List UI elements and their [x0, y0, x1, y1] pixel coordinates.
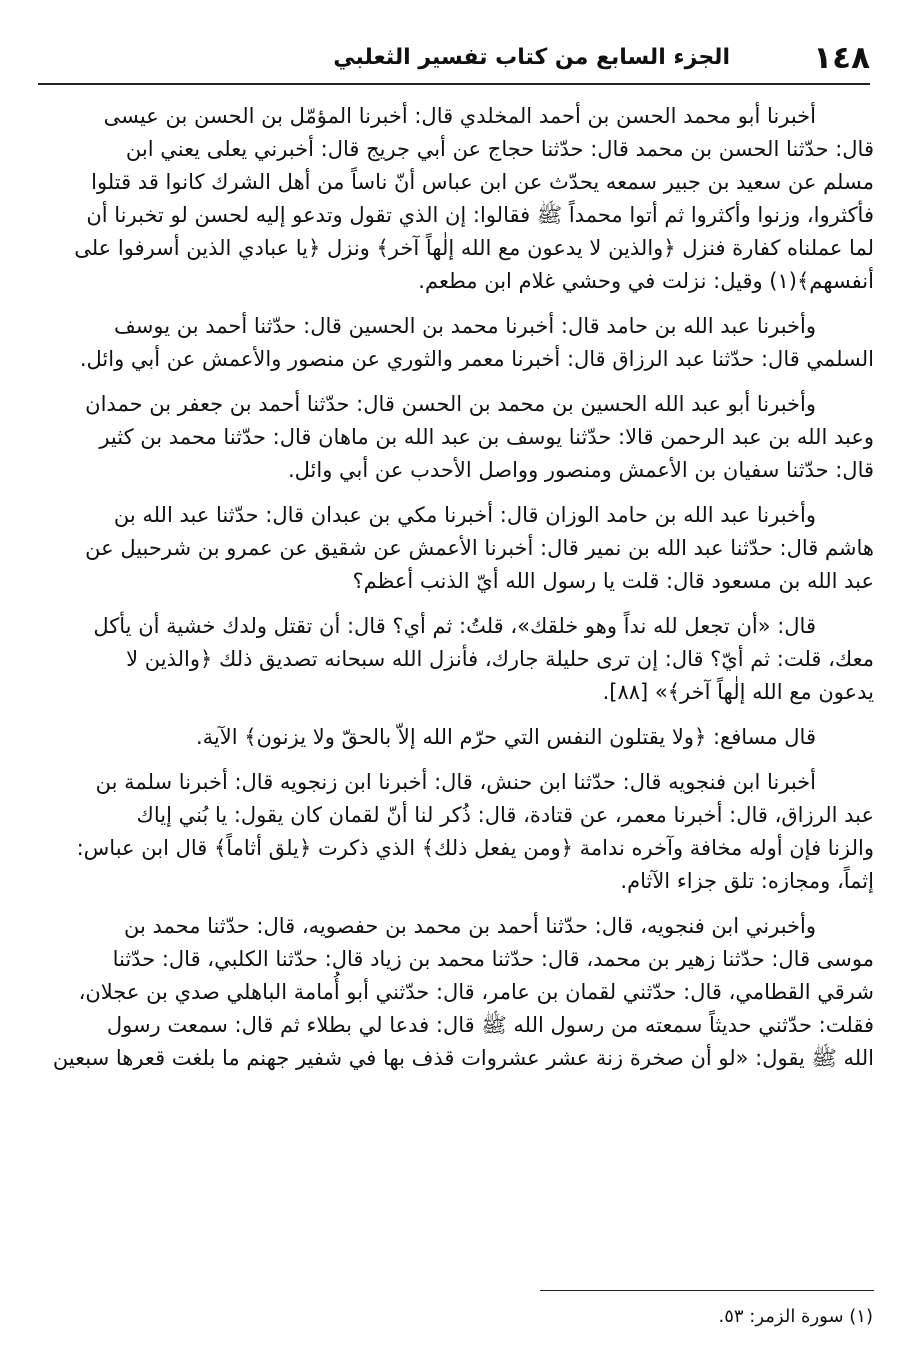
paragraph-line: مسلم عن سعيد بن جبير سمعه يحدّث عن ابن عباس أنّ ناساً من أهل الشرك كانوا قد قتلوا: [91, 170, 874, 194]
paragraph-line: قال: «أن تجعل لله نداً وهو خلقك»، قلتُ: ثم أي؟ قال: أن تقتل ولدك خشية أن يأكل: [93, 614, 816, 638]
paragraph-line: وأخبرنا عبد الله بن حامد قال: أخبرنا محمد بن الحسين قال: حدّثنا أحمد بن يوسف: [114, 314, 816, 338]
paragraph-line: لما عملناه كفارة فنزل ﴿والذين لا يدعون مع الله إلٰهاً آخر﴾ ونزل ﴿يا عبادي الذين أسرفوا على: [74, 236, 874, 260]
paragraph-line: فقلت: حدّثني حديثاً سمعته من رسول الله ﷺ قال: فدعا لي بطلاء ثم قال: سمعت رسول: [106, 1013, 874, 1037]
paragraph-line: وأخبرني ابن فنجويه، قال: حدّثنا أحمد بن محمد بن حفصويه، قال: حدّثنا محمد بن: [124, 914, 816, 938]
paragraph-line-last: أنفسهم﴾(١) وقيل: نزلت في وحشي غلام ابن مطعم.: [418, 269, 874, 293]
header-rule: [38, 83, 870, 85]
paragraph-gap: [34, 487, 874, 499]
paragraph-line: والزنا فإن أوله مخافة وآخره ندامة ﴿ومن يفعل ذلك﴾ الذي ذكرت ﴿يلق أثاماً﴾ قال ابن عباس:: [76, 836, 874, 860]
page-number: ١٤٨: [813, 40, 870, 76]
paragraph-gap: [34, 754, 874, 766]
paragraph-line-last: السلمي قال: حدّثنا عبد الرزاق قال: أخبرنا معمر والثوري عن منصور والأعمش عن أبي وائل.: [79, 347, 874, 371]
paragraph-gap: [34, 898, 874, 910]
paragraph-line: الله ﷺ يقول: «لو أن صخرة زنة عشر عشروات قذف بها في شفير جهنم ما بلغت قعرها سبعين: [52, 1046, 874, 1070]
paragraph-gap: [34, 376, 874, 388]
footnote: (١) سورة الزمر: ٥٣.: [718, 1306, 873, 1327]
paragraph-line: موسى قال: حدّثنا زهير بن محمد، قال: حدّثنا محمد بن زياد قال: حدّثنا الكلبي، قال: حدّثنا: [112, 947, 874, 971]
paragraph-gap: [34, 598, 874, 610]
body-text: [34, 100, 874, 1075]
paragraph-line: قال: حدّثنا الحسن بن محمد قال: حدّثنا حجاج عن أبي جريج قال: أخبرني يعلى يعني ابن: [125, 137, 874, 161]
paragraph-line: معك، قلت: ثم أيّ؟ قال: إن ترى حليلة جارك، فأنزل الله سبحانه تصديق ذلك ﴿والذين لا: [126, 647, 874, 671]
paragraph-line-last: يدعون مع الله إلٰهاً آخر﴾» [٨٨].: [602, 680, 874, 704]
running-header: [38, 36, 870, 80]
paragraph-line: أخبرنا ابن فنجويه قال: حدّثنا ابن حنش، قال: أخبرنا ابن زنجويه قال: أخبرنا سلمة بن: [95, 770, 816, 794]
paragraph-line: أخبرنا أبو محمد الحسن بن أحمد المخلدي قال: أخبرنا المؤمّل بن الحسن بن عيسى: [103, 104, 816, 128]
paragraph-gap: [34, 298, 874, 310]
running-title: الجزء السابع من كتاب تفسير الثعلبي: [333, 45, 730, 70]
paragraph-line-last: عبد الله بن مسعود قال: قلت يا رسول الله أيّ الذنب أعظم؟: [352, 569, 874, 593]
paragraph-line: عبد الرزاق، قال: أخبرنا معمر، عن قتادة، قال: ذُكر لنا أنّ لقمان كان يقول: يا بُني إياك: [136, 803, 874, 827]
paragraph-line: وأخبرنا أبو عبد الله الحسين بن محمد بن الحسن قال: حدّثنا أحمد بن جعفر بن حمدان: [85, 392, 816, 416]
paragraph-line-last: قال: حدّثنا سفيان بن الأعمش ومنصور وواصل الأحدب عن أبي وائل.: [287, 458, 874, 482]
paragraph-line-last: إثماً، ومجازه: تلق جزاء الآثام.: [620, 869, 874, 893]
paragraph-line: وعبد الله بن عبد الرحمن قالا: حدّثنا يوسف بن عبد الله بن ماهان قال: حدّثنا محمد بن كثير: [99, 425, 874, 449]
paragraph-line: وأخبرنا عبد الله بن حامد الوزان قال: أخبرنا مكي بن عبدان قال: حدّثنا عبد الله بن: [113, 503, 816, 527]
paragraph-line: شرقي القطامي، قال: حدّثني لقمان بن عامر، قال: حدّثني أبو أُمامة الباهلي صدي بن عجلان،: [78, 980, 874, 1004]
paragraph-line-last: قال مسافع: ﴿ولا يقتلون النفس التي حرّم الله إلاّ بالحقّ ولا يزنون﴾ الآية.: [195, 725, 816, 749]
paragraph-line: هاشم قال: حدّثنا عبد الله بن نمير قال: أخبرنا الأعمش عن شقيق عن عمرو بن شرحبيل عن: [85, 536, 874, 560]
footnote-rule: [540, 1290, 874, 1291]
paragraph-line: فأكثروا، وزنوا وأكثروا ثم أتوا محمداً ﷺ فقالوا: إن الذي تقول وتدعو إليه لحسن لو تخبرنا أن: [86, 203, 874, 227]
paragraph-gap: [34, 709, 874, 721]
